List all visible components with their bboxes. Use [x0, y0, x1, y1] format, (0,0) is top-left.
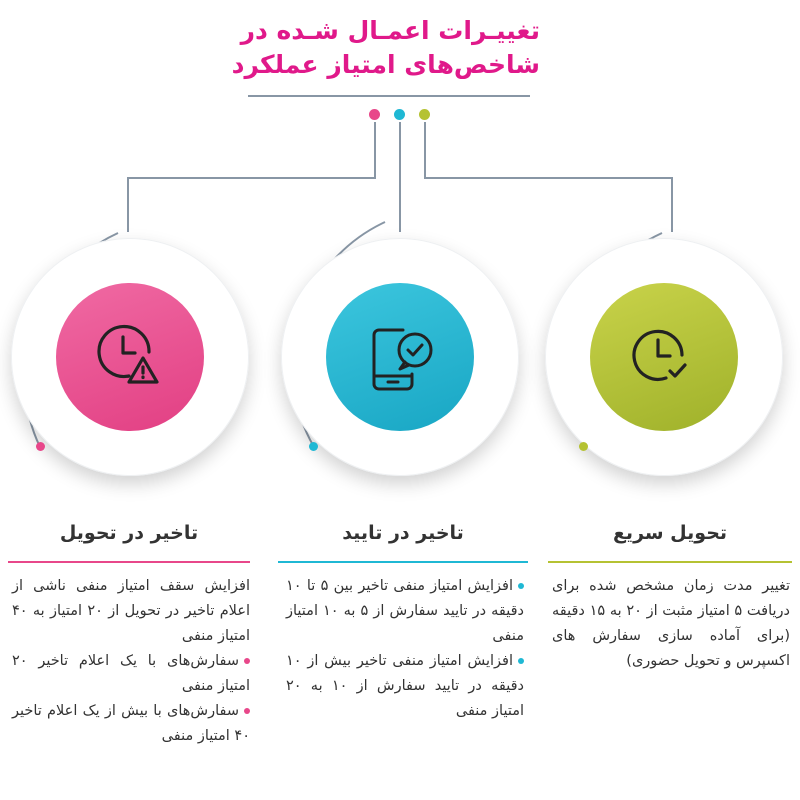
- confirm-delay-heading: تاخیر در تایید: [342, 522, 464, 544]
- phone-check-icon: [355, 312, 445, 402]
- list-item: سفارش‌های با یک اعلام تاخیر ۲۰ امتیاز منفی: [12, 653, 250, 694]
- delivery-delay-badge: [56, 283, 204, 431]
- fast-delivery-heading: تحویل سریع: [612, 522, 728, 544]
- connector-line-right: [425, 122, 672, 232]
- bullet-dot: [244, 658, 250, 664]
- delivery-delay-heading: تاخیر در تحویل: [59, 522, 199, 544]
- pink-dot-top: [369, 109, 380, 120]
- fast-delivery-badge: [590, 283, 738, 431]
- clock-warning-icon: [85, 312, 175, 402]
- clock-check-icon: [622, 315, 706, 399]
- delivery-delay-rule: [8, 561, 250, 563]
- olive-dot-top: [419, 109, 430, 120]
- bullet-dot: [244, 708, 250, 714]
- fast-delivery-text: [552, 574, 790, 674]
- title-line-1: تغییـرات اعمـال شـده در: [240, 16, 540, 45]
- fast-delivery-paragraph: تغییر مدت زمان مشخص شده برای دریافت ۵ امتیاز مثبت از ۲۰ به ۱۵ دقیقه (برای آماده سازی سفارش های اکسپرس و تحویل حضوری): [552, 578, 790, 669]
- fast-delivery-rule: [548, 561, 792, 563]
- confirm-delay-rule: [278, 561, 528, 563]
- list-item: افزایش امتیاز منفی تاخیر بین ۵ تا ۱۰ دقیقه در تایید سفارش از ۵ به ۱۰ امتیاز منفی: [286, 578, 524, 644]
- fast-delivery-circle: [545, 238, 783, 476]
- title-line-2: شاخص‌های امتیاز عملکرد: [231, 50, 540, 79]
- delivery-delay-circle: [11, 238, 249, 476]
- delivery-delay-intro: افزایش سقف امتیاز منفی ناشی از اعلام تاخیر در تحویل از ۲۰ امتیاز به ۴۰ امتیاز منفی: [12, 578, 251, 644]
- cyan-dot-small: [309, 442, 318, 451]
- bullet-dot: [518, 583, 524, 589]
- olive-dot-small: [579, 442, 588, 451]
- confirm-delay-badge: [326, 283, 474, 431]
- delivery-delay-text: [12, 574, 250, 749]
- bullet-dot: [518, 658, 524, 664]
- pink-dot-small: [36, 442, 45, 451]
- connector-line-left: [128, 122, 375, 232]
- cyan-dot-top: [394, 109, 405, 120]
- list-item: افزایش امتیاز منفی تاخیر بیش از ۱۰ دقیقه در تایید سفارش از ۱۰ به ۲۰ امتیاز منفی: [286, 653, 524, 719]
- list-item: سفارش‌های با بیش از یک اعلام تاخیر ۴۰ امتیاز منفی: [12, 703, 250, 744]
- confirm-delay-text: [286, 574, 524, 724]
- confirm-delay-circle: [281, 238, 519, 476]
